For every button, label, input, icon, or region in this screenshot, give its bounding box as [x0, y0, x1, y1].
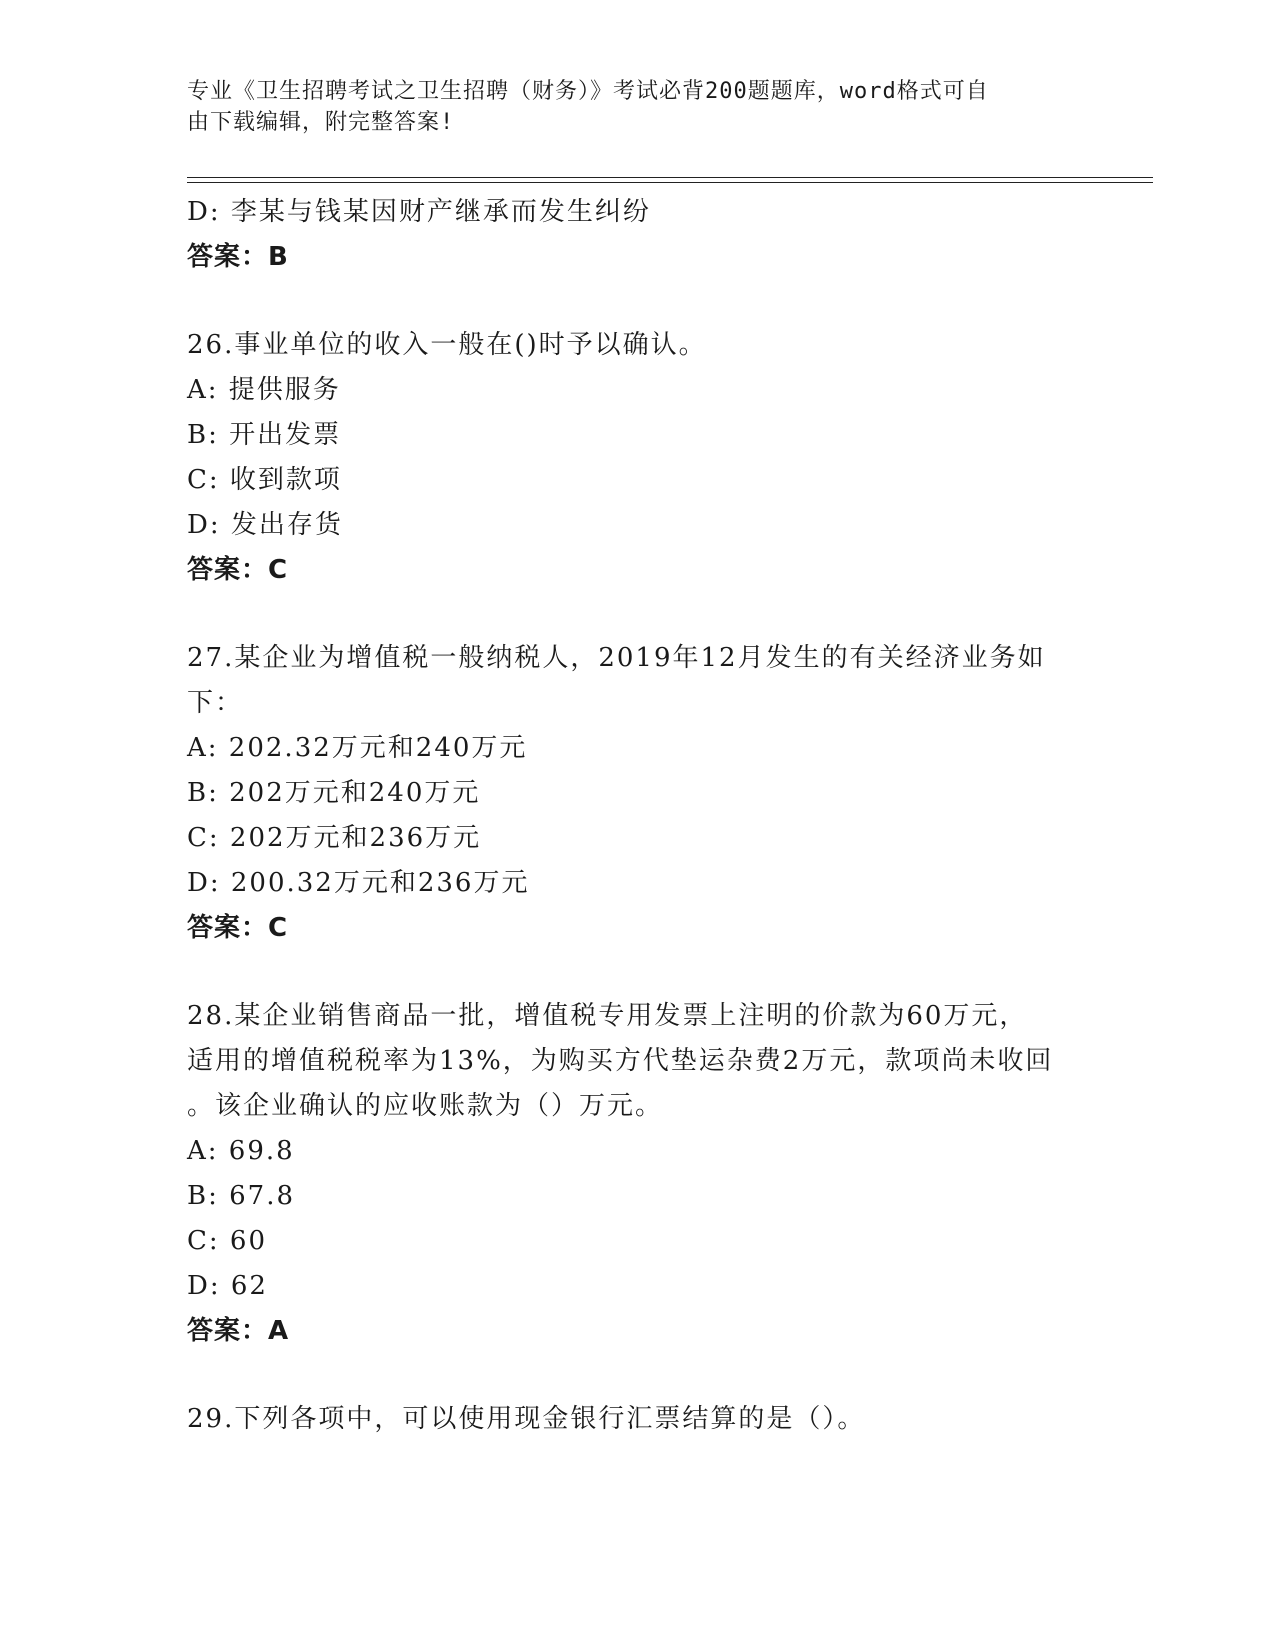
- question-28-stem-line-2: 适用的增值税税率为13%，为购买方代垫运杂费2万元，款项尚未收回: [187, 1046, 1054, 1076]
- question-26-option-a: A: 提供服务: [187, 375, 341, 405]
- question-26-option-b: B: 开出发票: [187, 420, 342, 450]
- question-28-option-c: C: 60: [187, 1226, 268, 1256]
- question-28-stem-line-1: 28.某企业销售商品一批，增值税专用发票上注明的价款为60万元，: [187, 1001, 1028, 1031]
- question-27-stem-line-1: 27.某企业为增值税一般纳税人，2019年12月发生的有关经济业务如: [187, 643, 1046, 673]
- question-28-option-b: B: 67.8: [187, 1181, 296, 1211]
- question-28-stem-line-3: 。该企业确认的应收账款为（）万元。: [187, 1091, 664, 1121]
- document-header: [187, 76, 1067, 138]
- question-content: [187, 190, 1087, 1442]
- header-divider-top: [187, 177, 1153, 178]
- question-27-option-c: C: 202万元和236万元: [187, 823, 482, 853]
- question-26: [187, 323, 1087, 593]
- question-26-answer: 答案：C: [187, 555, 289, 585]
- question-27: [187, 636, 1087, 951]
- question-29: [187, 1397, 1087, 1442]
- question-29-stem: 29.下列各项中，可以使用现金银行汇票结算的是（）。: [187, 1404, 866, 1434]
- question-28-answer: 答案：A: [187, 1316, 290, 1346]
- question-27-option-b: B: 202万元和240万元: [187, 778, 481, 808]
- question-28-option-d: D: 62: [187, 1271, 268, 1301]
- question-26-option-d: D: 发出存货: [187, 510, 343, 540]
- header-line-2: 由下载编辑，附完整答案!: [187, 110, 455, 135]
- header-line-1: 专业《卫生招聘考试之卫生招聘（财务）》考试必背200题题库，word格式可自: [187, 79, 989, 104]
- question-27-option-a: A: 202.32万元和240万元: [187, 733, 528, 763]
- question-26-option-c: C: 收到款项: [187, 465, 342, 495]
- question-28-option-a: A: 69.8: [187, 1136, 295, 1166]
- question-27-option-d: D: 200.32万元和236万元: [187, 868, 530, 898]
- question-27-answer: 答案：C: [187, 913, 289, 943]
- prev-question-option-d: D: 李某与钱某因财产继承而发生纠纷: [187, 197, 651, 227]
- header-divider-bottom: [187, 182, 1153, 183]
- question-26-stem: 26.事业单位的收入一般在()时予以确认。: [187, 330, 707, 360]
- prev-question-answer: 答案：B: [187, 242, 289, 272]
- question-27-stem-line-2: 下：: [187, 688, 244, 718]
- question-28: [187, 994, 1087, 1354]
